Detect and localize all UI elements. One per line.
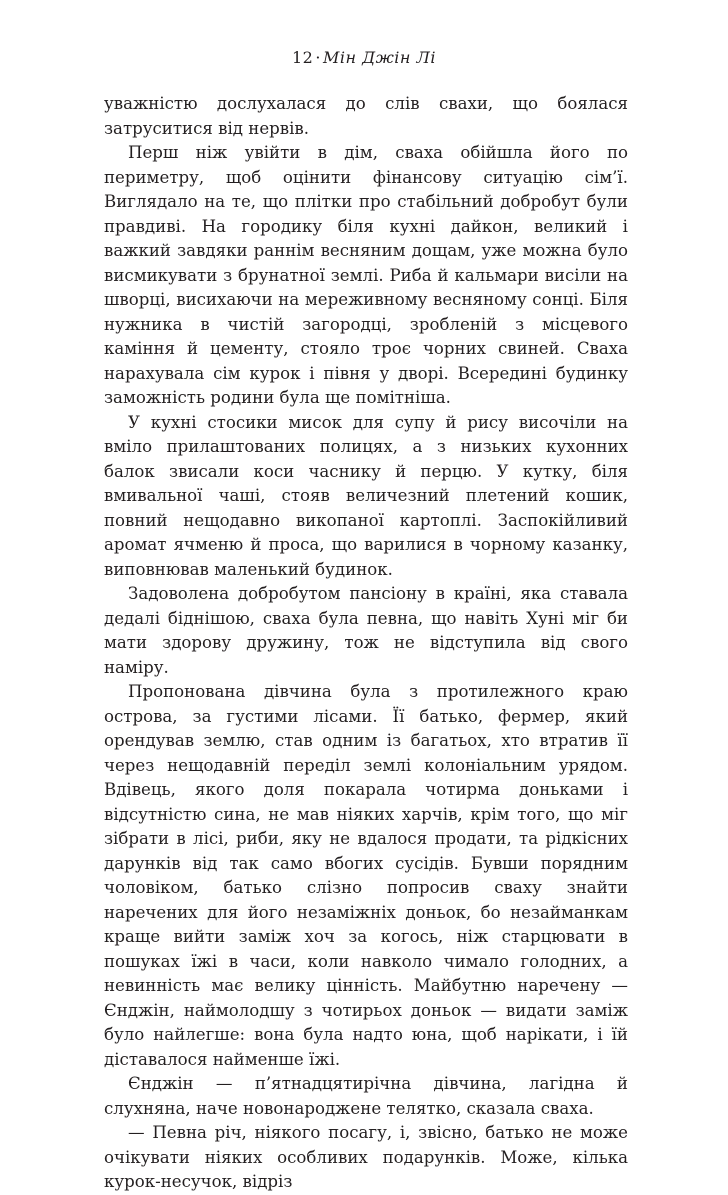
paragraph-5: Пропонована дівчина була з протилежного краю острова, за густими лісами. Її батько, фермер, який орендував землю, став одним із багатьох, хто втратив її через нещодавній переділ землі колоніальним урядом. Вдівець, якого доля покарала чотирма доньками і відсутністю сина, не мав ніяких харчів, крім того, що міг зібрати в лісі, риби, яку не вдалося продати, та рідкісних дарунків від так само вбогих сусідів. Бувши порядним чоловіком, батько слізно попросив сваху знайти наречених для його незаміжніх доньок, бо незайманкам краще вийти заміж хоч за когось, ніж старцювати в пошуках їжі в часи, коли навколо чимало голодних, а невинність має велику цінність. Майбутню наречену — Єнджін, наймолодшу з чотирьох доньок — видати заміж було найлегше: вона була надто юна, щоб нарікати, і їй діставалося найменше їжі. (104, 682, 628, 1069)
paragraph-6: Єнджін — п’ятнадцятирічна дівчина, лагідна й слухняна, наче новонароджене телятко, сказала сваха. (104, 1074, 628, 1118)
paragraph-2: Перш ніж увійти в дім, сваха обійшла його по периметру, щоб оцінити фінансову ситуацію сім’ї. Виглядало на те, що плітки про стабільний добробут були правдиві. На городику біля кухні дайкон, великий і важкий завдяки раннім весняним дощам, уже можна було висмикувати з брунатної землі. Риба й кальмари висіли на шворці, висихаючи на мереживному весняному сонці. Біля нужника в чистій загородці, зробленій з місцевого каміння й цементу, стояло троє чорних свиней. Сваха нарахувала сім курок і півня у дворі. Всередині будинку заможність родини була ще помітніша. (104, 143, 628, 407)
author-name: Мін Джін Лі (322, 48, 436, 67)
header-separator: · (315, 48, 321, 67)
paragraph-1: уважністю дослухалася до слів свахи, що боялася затруситися від нервів. (104, 94, 628, 138)
page-number: 12 (292, 48, 314, 67)
paragraph-4: Задоволена добробутом пансіону в країні, яка ставала дедалі біднішою, сваха була певна, що навіть Хуні міг би мати здорову дружину, тож не відступила від свого наміру. (104, 584, 628, 677)
running-head (0, 48, 728, 67)
body-text (104, 92, 628, 1195)
paragraph-7: — Певна річ, ніякого посагу, і, звісно, батько не може очікувати ніяких особливих подарунків. Може, кілька курок-несучок, відріз (104, 1123, 628, 1191)
paragraph-3: У кухні стосики мисок для супу й рису височіли на вміло прилаштованих полицях, а з низьких кухонних балок звисали коси часнику й перцю. У кутку, біля вмивальної чаші, стояв величезний плетений кошик, повний нещодавно викопаної картоплі. Заспокійливий аромат ячменю й проса, що варилися в чорному казанку, виповнював маленький будинок. (104, 412, 628, 579)
